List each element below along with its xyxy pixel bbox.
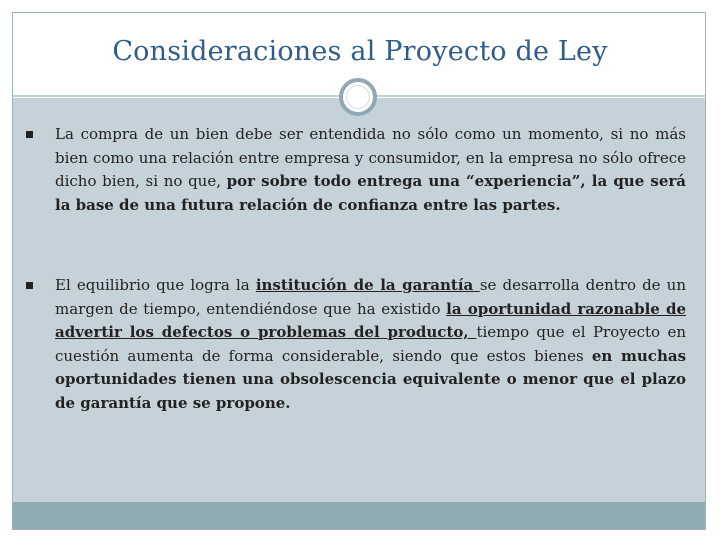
text-segment: El equilibrio que logra la [55, 276, 256, 294]
footer-bar [13, 502, 705, 529]
text-segment: La compra de un bien debe ser entendida no sólo como un momento, si no más bien como una relación entre empresa y consumidor, en la empresa no sólo ofrece dicho bien, si no que, [55, 125, 686, 190]
square-bullet-icon [26, 282, 33, 289]
circle-ornament-icon [339, 78, 377, 116]
text-segment-bold-underline: la oportunidad razonable de advertir los defectos o problemas del producto, [55, 299, 686, 341]
bullet-text [55, 274, 686, 415]
square-bullet-icon [26, 131, 33, 138]
bullet-item-1 [26, 123, 686, 217]
bullet-text [55, 123, 686, 217]
text-segment-bold: en muchas oportunidades tienen una obsolescencia equivalente o menor que el plazo de garantía que se propone. [55, 346, 687, 412]
bullet-item-2 [26, 274, 686, 415]
slide-title: Consideraciones al Proyecto de Ley [112, 36, 608, 67]
text-segment-bold-underline: institución de la garantía [255, 276, 480, 294]
text-segment-bold: por sobre todo entrega una “experiencia”, la que será la base de una futura relación de confianza entre las partes. [55, 172, 686, 214]
text-segment: tiempo que el Proyecto en cuestión aumenta de forma considerable, siendo que estos bienes [55, 323, 686, 365]
text-segment: se desarrolla dentro de un margen de tiempo, entendiéndose que ha existido [55, 276, 686, 318]
